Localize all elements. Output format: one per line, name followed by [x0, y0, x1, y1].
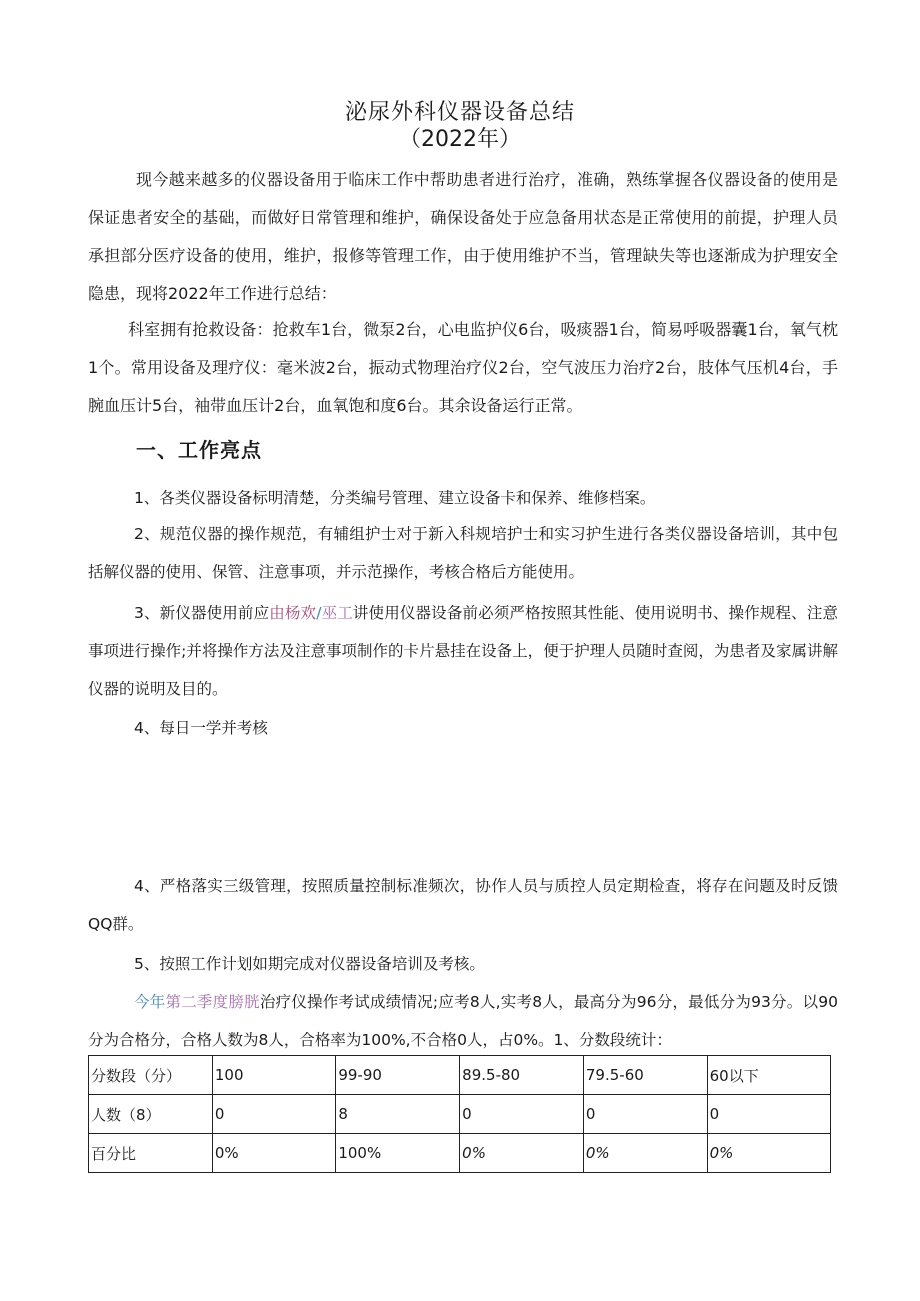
- table-cell: 0%: [583, 1134, 707, 1173]
- table-row: [89, 1134, 831, 1173]
- table-cell: 60以下: [707, 1056, 830, 1095]
- list-item-2: 2、规范仪器的操作规范，有辅组护士对于新入科规培护士和实习护生进行各类仪器设备培训，其中包括解仪器的使用、保管、注意事项，并示范操作，考核合格后方能使用。: [88, 525, 838, 581]
- table-cell: 89.5-80: [460, 1056, 584, 1095]
- table-row: [89, 1095, 831, 1134]
- document-year: （2022年）: [399, 127, 521, 152]
- item3-prefix: 3、新仪器使用前应: [134, 604, 270, 622]
- exam-highlight-quarter: 第二季度膀胱: [165, 993, 260, 1011]
- table-cell: 0: [707, 1095, 830, 1134]
- exam-result-paragraph: [88, 983, 838, 1059]
- table-cell: 8: [336, 1095, 460, 1134]
- list-item-6: 5、按照工作计划如期完成对仪器设备培训及考核。: [134, 955, 485, 973]
- table-cell: 0: [460, 1095, 584, 1134]
- table-cell: 0%: [707, 1134, 830, 1173]
- item3-separator: /: [316, 604, 322, 622]
- document-title: 泌尿外科仪器设备总结: [344, 100, 575, 125]
- section-heading: 一、工作亮点: [136, 438, 262, 462]
- list-item-5: 4、严格落实三级管理，按照质量控制标准频次，协作人员与质控人员定期检查，将存在问题及时反馈QQ群。: [88, 877, 838, 933]
- table-cell: 分数段（分）: [89, 1056, 213, 1095]
- table-cell: 79.5-60: [583, 1056, 707, 1095]
- table-cell: 0%: [212, 1134, 335, 1173]
- table-cell: 100: [212, 1056, 335, 1095]
- intro-paragraph: 现今越来越多的仪器设备用于临床工作中帮助患者进行治疗，准确，熟练掌握各仪器设备的使用是保证患者安全的基础，而做好日常管理和维护，确保设备处于应急备用状态是正常使用的前提，护理人员承担部分医疗设备的使用，维护，报修等管理工作，由于使用维护不当，管理缺失等也逐渐成为护理安全隐患，现将2022年工作进行总结：: [88, 170, 838, 303]
- item3-rest: 讲使用仪器设备前必须严格按照其性能、使用说明书、操作规程、注意事项进行操作;并将操作方法及注意事项制作的卡片悬挂在设备上，便于护理人员随时查阅，为患者及家属讲解仪器的说明及目的。: [88, 604, 838, 698]
- table-cell: 百分比: [89, 1134, 213, 1173]
- table-cell: 0: [583, 1095, 707, 1134]
- list-item-3: [88, 594, 838, 708]
- table-cell: 0%: [460, 1134, 584, 1173]
- table-row: [89, 1056, 831, 1095]
- exam-highlight-year: 今年: [134, 993, 166, 1011]
- item3-highlight-name-2: 巫工: [321, 604, 353, 622]
- score-distribution-table: [88, 1055, 831, 1173]
- exam-result-text: 治疗仪操作考试成绩情况;应考8人,实考8人，最高分为96分，最低分为93分。以90分为合格分，合格人数为8人，合格率为100%,不合格0人，占0%。1、分数段统计：: [88, 993, 838, 1049]
- table-cell: 人数（8）: [89, 1095, 213, 1134]
- list-item-4: 4、每日一学并考核: [134, 719, 268, 737]
- equipment-paragraph: 科室拥有抢救设备：抢救车1台，微泵2台，心电监护仪6台，吸痰器1台，简易呼吸器囊1台，氧气枕1个。常用设备及理疗仪：毫米波2台，振动式物理治疗仪2台，空气波压力治疗2台，肢体气压机4台，手腕血压计5台，袖带血压计2台，血氧饱和度6台。其余设备运行正常。: [88, 320, 838, 415]
- table-cell: 0: [212, 1095, 335, 1134]
- table-cell: 100%: [336, 1134, 460, 1173]
- item3-highlight-name: 由杨欢: [269, 604, 317, 622]
- table-cell: 99-90: [336, 1056, 460, 1095]
- list-item-1: 1、各类仪器设备标明清楚，分类编号管理、建立设备卡和保养、维修档案。: [134, 489, 656, 507]
